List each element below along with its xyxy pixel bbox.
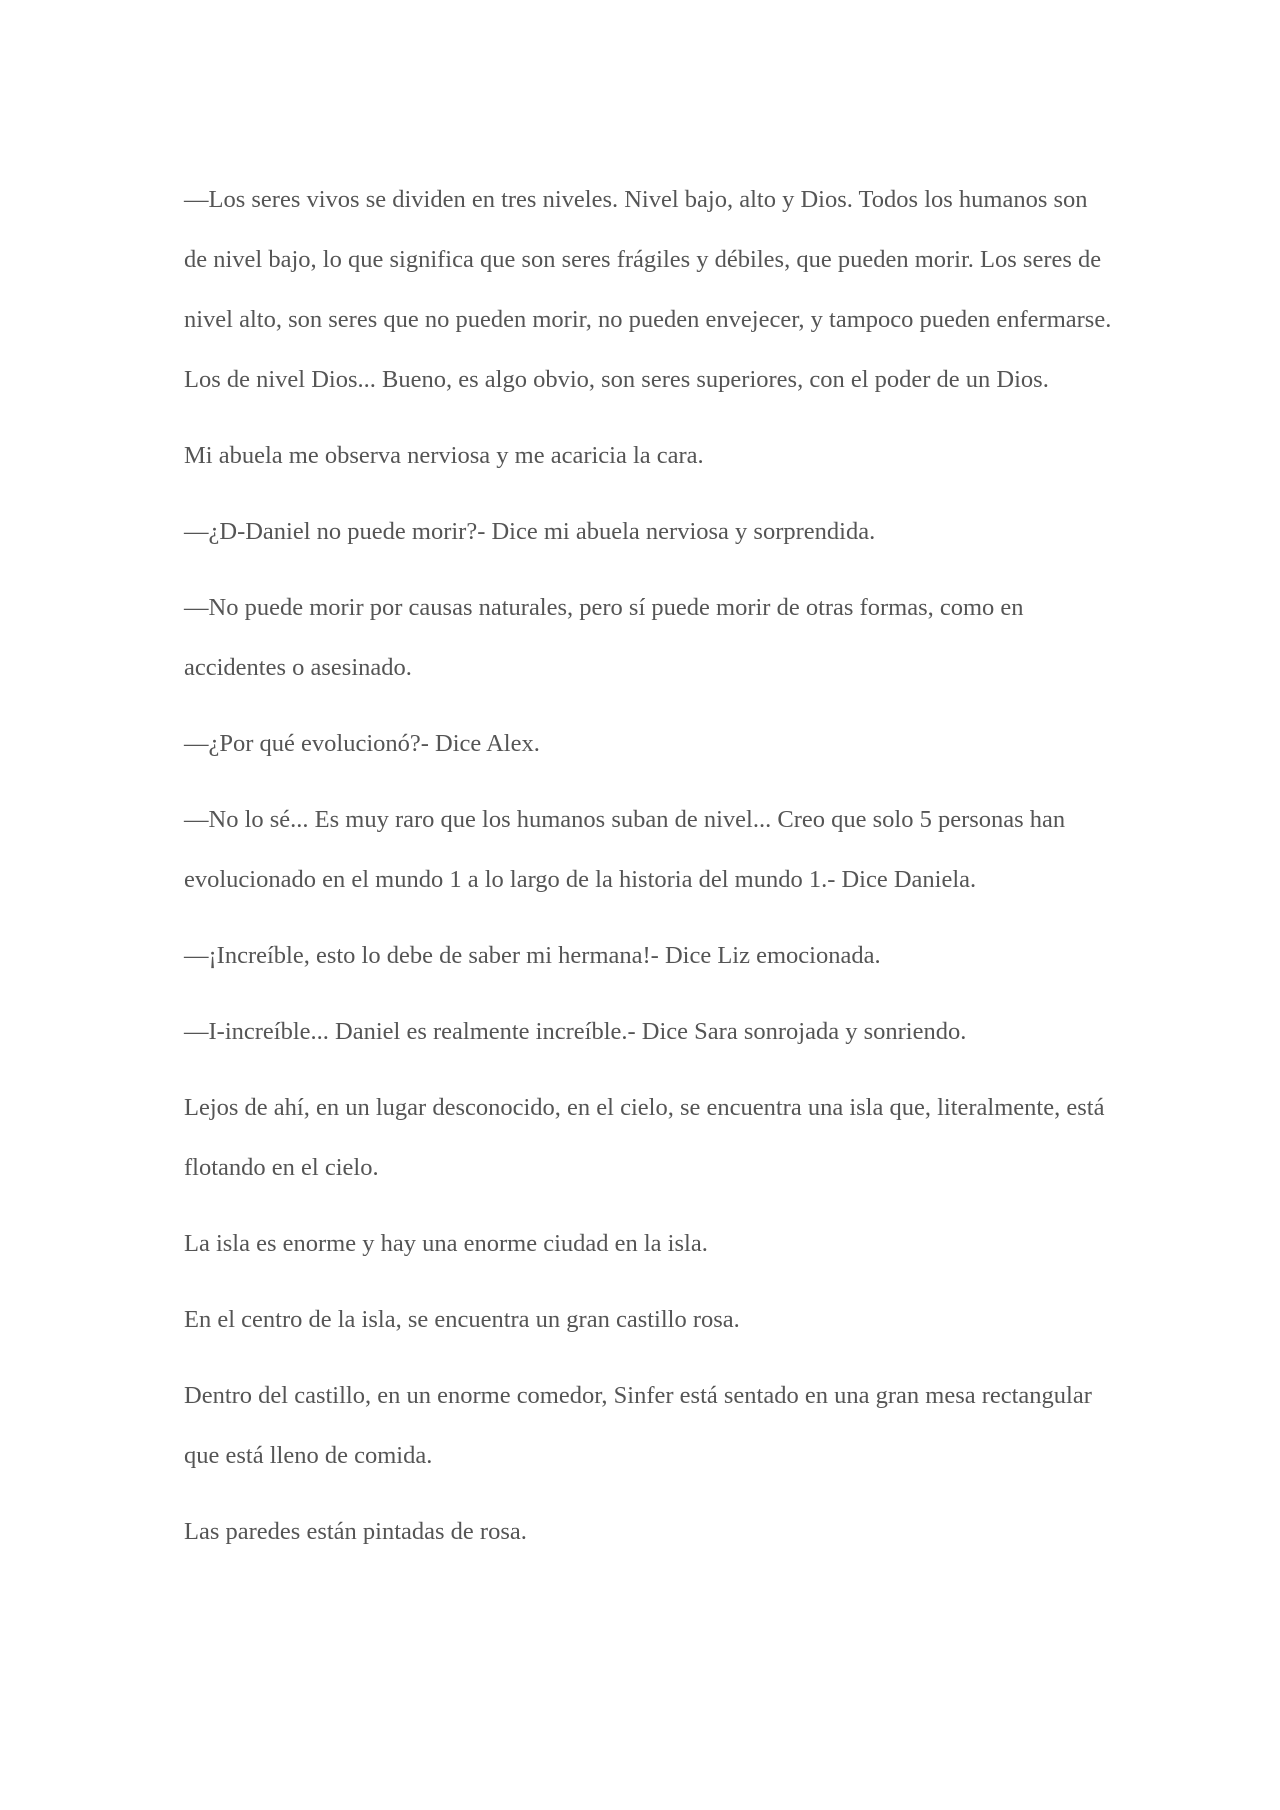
paragraph-5: —¿Por qué evolucionó?- Dice Alex. <box>184 730 540 757</box>
paragraph-10: La isla es enorme y hay una enorme ciudad en la isla. <box>184 1230 708 1257</box>
paragraph-3: —¿D-Daniel no puede morir?- Dice mi abuela nerviosa y sorprendida. <box>184 518 876 545</box>
paragraph-12: Dentro del castillo, en un enorme comedor, Sinfer está sentado en una gran mesa rectangular que está lleno de comida. <box>184 1382 1092 1469</box>
paragraph-11: En el centro de la isla, se encuentra un gran castillo rosa. <box>184 1306 740 1333</box>
paragraph-1: —Los seres vivos se dividen en tres niveles. Nivel bajo, alto y Dios. Todos los humanos son de nivel bajo, lo que significa que son seres frágiles y débiles, que pueden morir. Los seres de nivel alto, son seres que no pueden morir, no pueden envejecer, y tampoco pueden enfermarse. Los de nivel Dios... Bueno, es algo obvio, son seres superiores, con el poder de un Dios. <box>184 186 1112 393</box>
paragraph-4: —No puede morir por causas naturales, pero sí puede morir de otras formas, como en accidentes o asesinado. <box>184 594 1024 681</box>
paragraph-6: —No lo sé... Es muy raro que los humanos suban de nivel... Creo que solo 5 personas han evolucionado en el mundo 1 a lo largo de la historia del mundo 1.- Dice Daniela. <box>184 806 1066 893</box>
paragraph-13: Las paredes están pintadas de rosa. <box>184 1518 527 1545</box>
document-page <box>184 170 1114 1578</box>
paragraph-2: Mi abuela me observa nerviosa y me acaricia la cara. <box>184 442 704 469</box>
paragraph-9: Lejos de ahí, en un lugar desconocido, en el cielo, se encuentra una isla que, literalmente, está flotando en el cielo. <box>184 1094 1105 1181</box>
paragraph-7: —¡Increíble, esto lo debe de saber mi hermana!- Dice Liz emocionada. <box>184 942 881 969</box>
paragraph-8: —I-increíble... Daniel es realmente increíble.- Dice Sara sonrojada y sonriendo. <box>184 1018 967 1045</box>
